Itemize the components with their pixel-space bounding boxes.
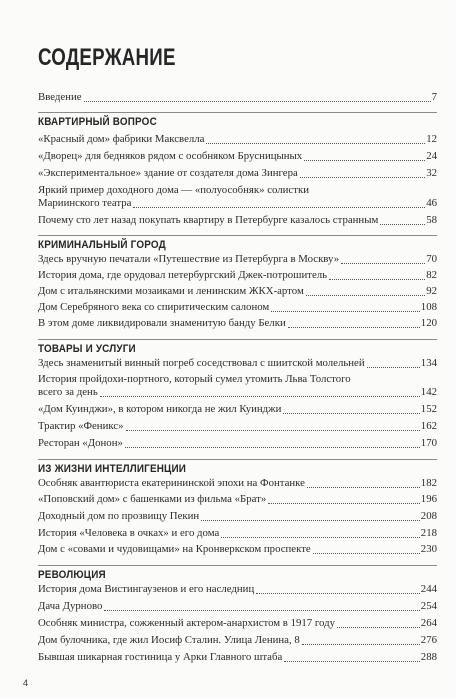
toc-entry-title: Ресторан «Донон» — [38, 437, 123, 449]
dot-leader — [126, 430, 420, 431]
toc-entry-title: Дом с «совами и чудовищами» на Кронверкском проспекте — [38, 543, 311, 555]
toc-entry[interactable] — [38, 617, 437, 630]
dot-leader — [201, 520, 420, 521]
section-heading-iz-zhizni-intelligentsii: ИЗ ЖИЗНИ ИНТЕЛЛИГЕНЦИИ — [38, 463, 187, 475]
toc-entry[interactable] — [38, 477, 437, 490]
dot-leader — [104, 610, 419, 611]
dot-leader — [300, 177, 425, 178]
toc-entry-title: Дача Дурново — [38, 600, 103, 612]
toc-entry[interactable] — [38, 357, 437, 370]
dot-leader — [304, 160, 425, 161]
toc-entry-title: Введение — [38, 91, 82, 103]
dot-leader — [302, 644, 420, 645]
toc-entry-title[interactable]: История пройдохи-портного, который сумел утомить Льва Толстого — [38, 373, 351, 385]
dot-leader — [284, 661, 420, 662]
toc-entry-page: 244 — [420, 583, 437, 595]
toc-entry-page: 276 — [420, 634, 437, 646]
toc-entry-title: История дома Вистингаузенов и его наследниц — [38, 583, 255, 595]
toc-entry-intro[interactable] — [38, 91, 437, 104]
toc-entry-title: Дом с итальянскими мозаиками и ленинским ЖКХ-артом — [38, 285, 304, 297]
toc-entry-page: 134 — [420, 357, 437, 369]
dot-leader — [84, 101, 431, 102]
toc-entry-title: «Дом Куинджи», в котором никогда не жил Куинджи — [38, 403, 282, 415]
section-rule — [38, 339, 437, 340]
dot-leader — [367, 367, 420, 368]
toc-entry-page: 120 — [420, 317, 437, 329]
toc-entry-page: 264 — [420, 617, 437, 629]
dot-leader — [221, 537, 420, 538]
toc-entry[interactable] — [38, 403, 437, 416]
toc-entry[interactable] — [38, 317, 437, 330]
page-title: СОДЕРЖАНИЕ — [38, 44, 176, 71]
toc-entry-page: 152 — [420, 403, 437, 415]
toc-entry-page: 288 — [420, 651, 437, 663]
toc-entry-page: 142 — [420, 386, 437, 398]
dot-leader — [125, 447, 420, 448]
section-heading-kriminalnyi-gorod: КРИМИНАЛЬНЫЙ ГОРОД — [38, 239, 166, 251]
toc-entry-title: Доходный дом по прозвищу Пекин — [38, 510, 200, 522]
dot-leader — [271, 311, 420, 312]
section-rule — [38, 459, 437, 460]
toc-entry-title: История дома, где орудовал петербургский Джек-потрошитель — [38, 269, 328, 281]
toc-entry-page: 182 — [420, 477, 437, 489]
toc-entry-page: 24 — [426, 150, 437, 162]
dot-leader — [268, 503, 420, 504]
toc-entry-page: 12 — [426, 133, 437, 145]
toc-entry[interactable] — [38, 301, 437, 314]
dot-leader — [206, 143, 425, 144]
toc-entry[interactable] — [38, 197, 437, 210]
toc-entry[interactable] — [38, 437, 437, 450]
section-heading-revolyutsiya: РЕВОЛЮЦИЯ — [38, 569, 106, 581]
toc-entry-title: Здесь знаменитый винный погреб соседствовал с шиитской молельней — [38, 357, 365, 369]
dot-leader — [313, 553, 420, 554]
dot-leader — [283, 413, 419, 414]
toc-entry-page: 218 — [420, 527, 437, 539]
toc-entry-title: Трактир «Феникс» — [38, 420, 124, 432]
toc-entry-title: «Поповский дом» с башенками из фильма «Брат» — [38, 493, 267, 505]
toc-entry-title: Дом Серебряного века со спиритическим салоном — [38, 301, 270, 313]
toc-entry-page: 7 — [431, 91, 437, 103]
toc-entry-title: «Экспериментальное» здание от создателя дома Зингера — [38, 167, 298, 179]
toc-entry-page: 254 — [420, 600, 437, 612]
dot-leader — [341, 263, 425, 264]
toc-entry[interactable] — [38, 600, 437, 613]
dot-leader — [329, 279, 425, 280]
toc-entry[interactable] — [38, 634, 437, 647]
toc-entry-title-continued: Мариинского театра — [38, 197, 132, 209]
section-rule — [38, 565, 437, 566]
toc-entry-title: Почему сто лет назад покупать квартиру в Петербурге казалось странным — [38, 214, 379, 226]
toc-entry[interactable] — [38, 253, 437, 266]
toc-entry[interactable] — [38, 386, 437, 399]
toc-entry[interactable] — [38, 167, 437, 180]
toc-entry[interactable] — [38, 527, 437, 540]
toc-entry[interactable] — [38, 420, 437, 433]
dot-leader — [100, 396, 420, 397]
dot-leader — [307, 487, 420, 488]
toc-entry-title: Здесь вручную печатали «Путешествие из Петербурга в Москву» — [38, 253, 340, 265]
toc-entry-title: Дом булочника, где жил Иосиф Сталин. Улица Ленина, 8 — [38, 634, 300, 646]
toc-entry-title: Бывшая шикарная гостиница у Арки Главного штаба — [38, 651, 283, 663]
toc-entry[interactable] — [38, 214, 437, 227]
toc-entry-page: 108 — [420, 301, 437, 313]
toc-entry[interactable] — [38, 285, 437, 298]
toc-entry[interactable] — [38, 510, 437, 523]
toc-entry[interactable] — [38, 583, 437, 596]
toc-entry[interactable] — [38, 269, 437, 282]
dot-leader — [380, 224, 425, 225]
dot-leader — [288, 327, 420, 328]
toc-entry-title: «Красный дом» фабрики Максвелла — [38, 133, 205, 145]
toc-entry-page: 162 — [420, 420, 437, 432]
toc-entry-page: 46 — [426, 197, 437, 209]
toc-entry-title: Особняк авантюриста екатерининской эпохи на Фонтанке — [38, 477, 305, 489]
toc-entry-title: История «Человека в очках» и его дома — [38, 527, 220, 539]
dot-leader — [306, 295, 425, 296]
toc-entry-title: «Дворец» для бедняков рядом с особняком Брусницыных — [38, 150, 303, 162]
section-heading-tovary-i-uslugi: ТОВАРЫ И УСЛУГИ — [38, 343, 136, 355]
toc-entry-page: 230 — [420, 543, 437, 555]
toc-entry-title: Особняк министра, сожженный актером-анархистом в 1917 году — [38, 617, 336, 629]
toc-entry-page: 58 — [426, 214, 437, 226]
toc-entry-page: 208 — [420, 510, 437, 522]
dot-leader — [337, 627, 420, 628]
toc-entry[interactable] — [38, 543, 437, 556]
toc-entry-page: 70 — [426, 253, 437, 265]
toc-entry[interactable] — [38, 493, 437, 506]
toc-entry-page: 32 — [426, 167, 437, 179]
toc-entry-page: 92 — [426, 285, 437, 297]
page-number: 4 — [23, 678, 29, 688]
section-heading-kvartirnyi-vopros: КВАРТИРНЫЙ ВОПРОС — [38, 116, 157, 128]
section-rule — [38, 235, 437, 236]
dot-leader — [133, 207, 425, 208]
toc-entry-title: В этом доме ликвидировали знаменитую банду Белки — [38, 317, 286, 329]
dot-leader — [256, 593, 420, 594]
toc-entry-page: 82 — [426, 269, 437, 281]
section-rule — [38, 112, 437, 113]
toc-entry-page: 196 — [420, 493, 437, 505]
toc-entry[interactable] — [38, 651, 437, 664]
toc-entry-title[interactable]: Яркий пример доходного дома — «полуособняк» солистки — [38, 184, 309, 196]
toc-entry[interactable] — [38, 150, 437, 163]
toc-entry[interactable] — [38, 133, 437, 146]
toc-entry-title-continued: всего за день — [38, 386, 98, 398]
toc-entry-page: 170 — [420, 437, 437, 449]
